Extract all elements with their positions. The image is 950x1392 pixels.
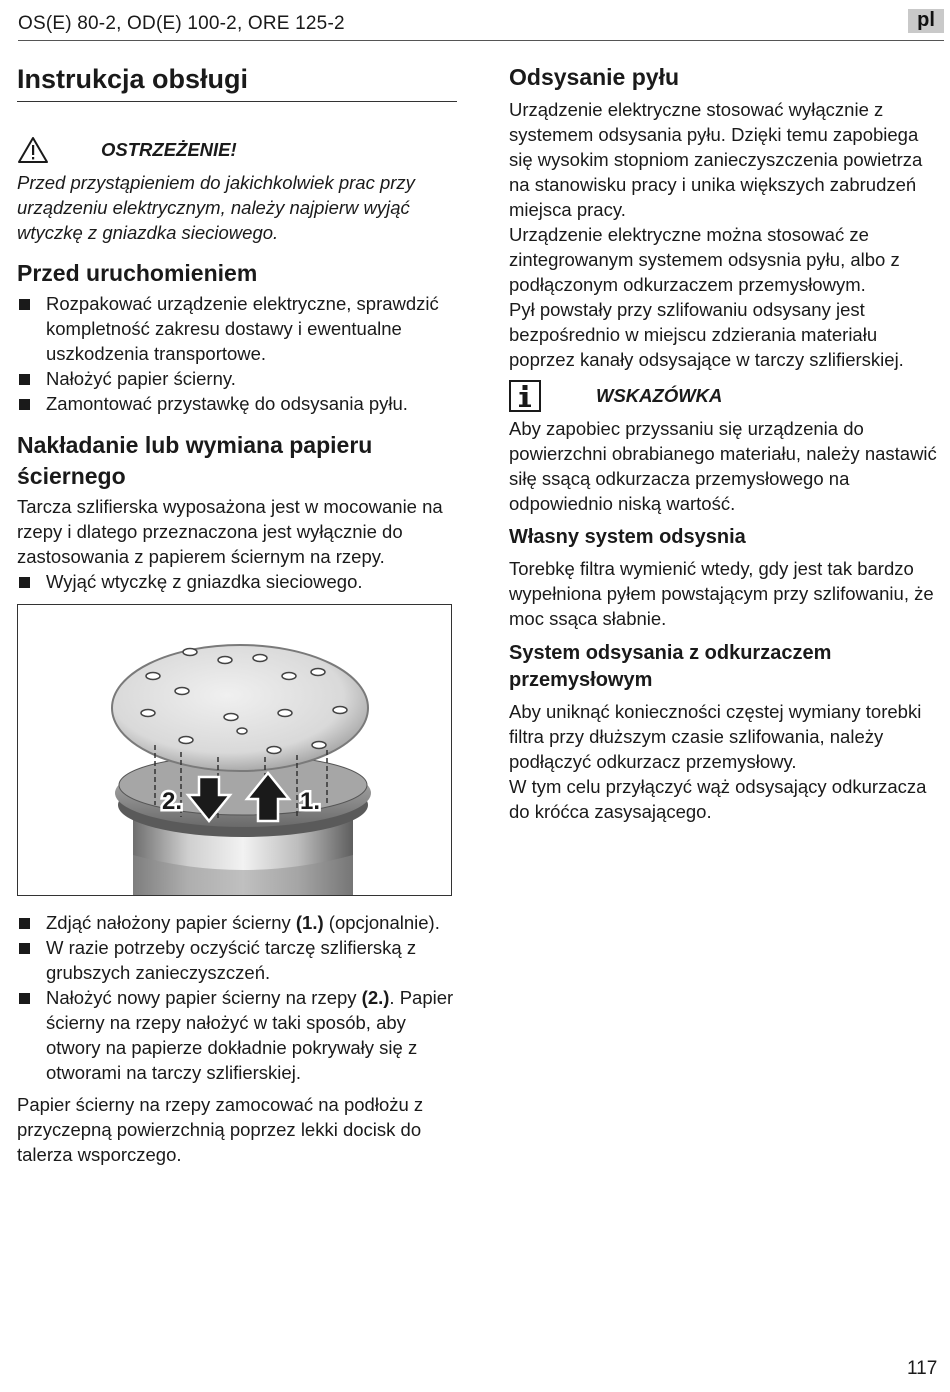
warning-block (17, 130, 457, 245)
warning-label: OSTRZEŻENIE! (101, 139, 237, 160)
language-badge: pl (908, 9, 944, 33)
list-item (17, 985, 457, 1085)
figure-step-2-label: 2. (161, 788, 183, 815)
sanding-pad-illustration (17, 604, 452, 896)
own-system-text: Torebkę filtra wymienić wtedy, gdy jest tak bardzo wypełniona pyłem powstającym przy szlifowaniu, że moc ssąca słabnie. (509, 558, 934, 629)
hint-text: Aby zapobiec przyssaniu się urządzenia do powierzchni obrabianego materiału, należy nastawić siłę ssącą odkurzacza przemysłowego na odpowiednio niską wartość. (509, 418, 937, 514)
unplug-list (17, 569, 457, 594)
left-column (17, 58, 457, 1167)
warning-triangle-icon (17, 136, 49, 164)
list-item: Wyjąć wtyczkę z gniazdka sieciowego. (17, 569, 457, 594)
warning-text: Przed przystąpieniem do jakichkolwiek prac przy urządzeniu elektrycznym, należy najpierw wyjąć wtyczkę z gniazdka sieciowego. (17, 172, 415, 243)
step-text: Nałożyć nowy papier ścierny na rzepy (46, 987, 362, 1008)
step-text: (opcjonalnie). (323, 912, 440, 933)
list-item (17, 910, 457, 935)
document-header-title: OS(E) 80-2, OD(E) 100-2, ORE 125-2 (18, 13, 345, 34)
page-number: 117 (907, 1358, 938, 1379)
hint-row (509, 376, 945, 416)
list-item: Nałożyć papier ścierny. (17, 366, 457, 391)
list-item: W razie potrzeby oczyścić tarczę szlifierską z grubszych zanieczyszczeń. (17, 935, 457, 985)
vacuum-system-heading: System odsysania z odkurzaczem przemysłowym (509, 642, 832, 691)
dust-heading: Odsysanie pyłu (509, 64, 680, 90)
paper-text: Tarcza szlifierska wyposażona jest w mocowanie na rzepy i dlatego przeznaczona jest wyłącznie do zastosowania z papierem ściernym na rzepy. (17, 496, 443, 567)
dust-paragraph-1: Urządzenie elektryczne stosować wyłącznie z systemem odsysania pyłu. Dzięki temu zapobiega się wysokim stopniom zanieczyszczenia powietrza na stanowisku pracy i unika większych zabrudzeń miejsca pracy. (509, 99, 923, 220)
steps-list (17, 910, 457, 1085)
right-column (509, 58, 945, 824)
step-text: Zdjąć nałożony papier ścierny (46, 912, 296, 933)
dust-paragraph-3: Pył powstały przy szlifowaniu odsysany jest bezpośrednio w miejscu zdzierania materiału poprzez kanały odsysające w tarczy szlifierskiej. (509, 299, 904, 370)
vacuum-paragraph-2: W tym celu przyłączyć wąż odsysający odkurzacza do króćca zasysającego. (509, 776, 927, 822)
startup-heading: Przed uruchomieniem (17, 260, 258, 286)
step-reference: (1.) (295, 912, 324, 933)
startup-list (17, 291, 457, 416)
hint-label: WSKAZÓWKA (596, 385, 723, 406)
list-item: Rozpakować urządzenie elektryczne, sprawdzić kompletność zakresu dostawy i ewentualne uszkodzenia transportowe. (17, 291, 457, 366)
step-text: . Papier ścierny na rzepy nałożyć w taki sposób, aby otwory na papierze dokładnie pokrywały się z otworami na tarczy szlifierskiej. (46, 987, 454, 1083)
closing-paragraph: Papier ścierny na rzepy zamocować na podłożu z przyczepną powierzchnią poprzez lekki docisk do talerza wsporczego. (17, 1094, 424, 1165)
paper-heading: Nakładanie lub wymiana papieru ściernego (17, 432, 373, 489)
own-system-heading: Własny system odsysnia (509, 526, 746, 548)
list-item: Zamontować przystawkę do odsysania pyłu. (17, 391, 457, 416)
step-reference: (2.) (361, 987, 390, 1008)
dust-paragraph-2: Urządzenie elektryczne można stosować ze zintegrowanym systemem odsysnia pyłu, albo z podłączonym odkurzaczem przemysłowym. (509, 224, 900, 295)
vacuum-paragraph-1: Aby uniknąć konieczności częstej wymiany torebki filtra przy dłuższym czasie szlifowania, należy podłączyć odkurzacz przemysłowy. (509, 701, 922, 772)
header-divider (18, 40, 944, 41)
section-title: Instrukcja obsługi (17, 58, 457, 102)
figure-step-1-label: 1. (299, 788, 321, 815)
info-icon (509, 380, 541, 412)
